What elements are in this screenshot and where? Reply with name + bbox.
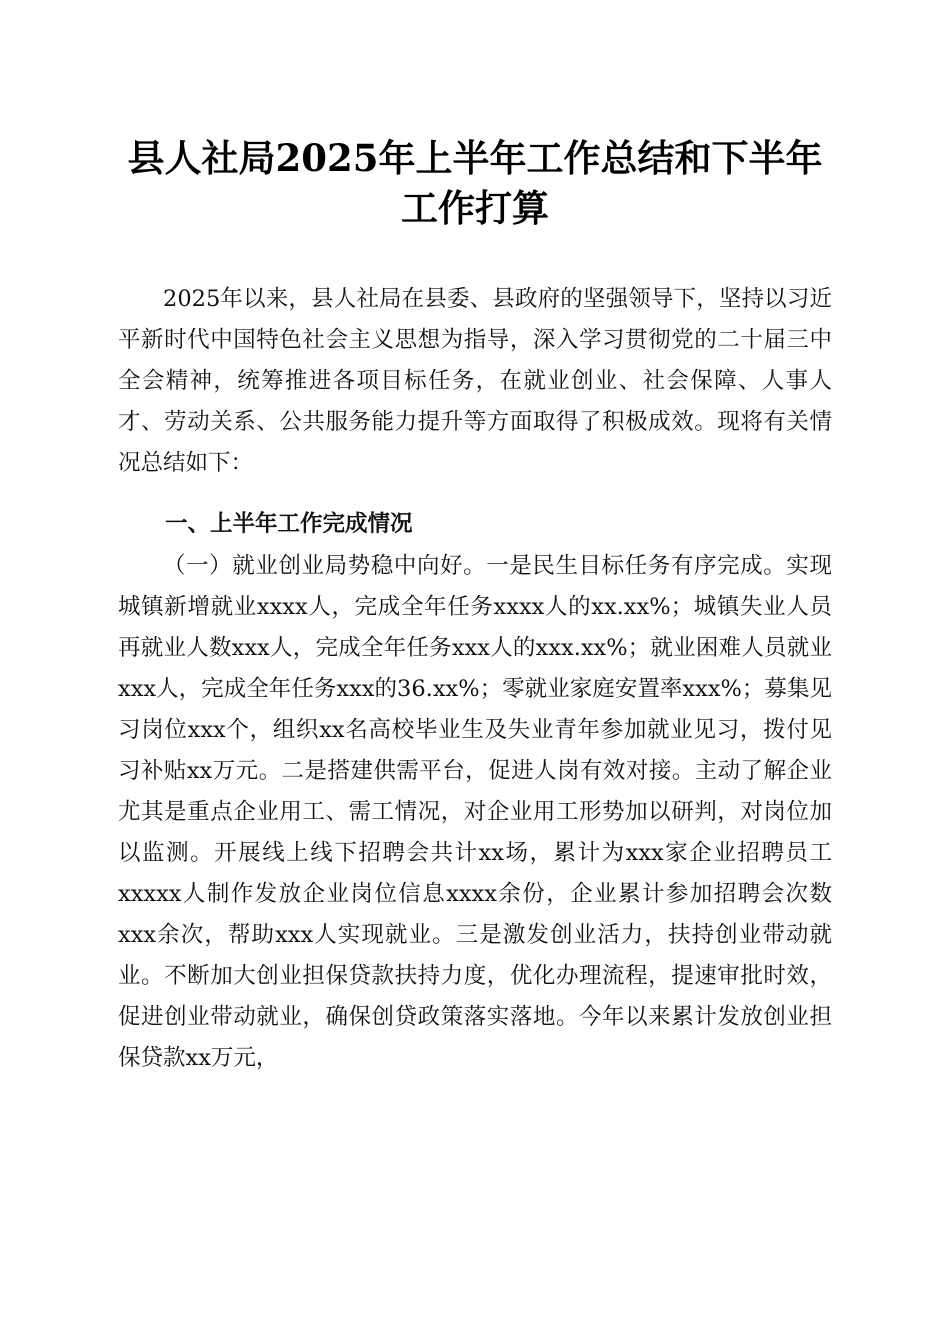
intro-paragraph: 2025年以来，县人社局在县委、县政府的坚强领导下，坚持以习近平新时代中国特色社会主义思想为指导，深入学习贯彻党的二十届三中全会精神，统筹推进各项目标任务，在就业创业、社会保障、人事人才、劳动关系、公共服务能力提升等方面取得了积极成效。现将有关情况总结如下：: [118, 286, 832, 476]
body-paragraph: （一）就业创业局势稳中向好。一是民生目标任务有序完成。实现城镇新增就业xxxx人，完成全年任务xxxx人的xx.xx%；城镇失业人员再就业人数xxx人，完成全年任务xxx人的xxx.xx%；就业困难人员就业xxx人，完成全年任务xxx的36.xx%；零就业家庭安置率xxx%；募集见习岗位xxx个，组织xx名高校毕业生及失业青年参加就业见习，拨付见习补贴xx万元。二是搭建供需平台，促进人岗有效对接。主动了解企业尤其是重点企业用工、需工情况，对企业用工形势加以研判，对岗位加以监测。开展线上线下招聘会共计xx场，累计为xxx家企业招聘员工xxxxx人制作发放企业岗位信息xxxx余份，企业累计参加招聘会次数xxx余次，帮助xxx人实现就业。三是激发创业活力，扶持创业带动就业。不断加大创业担保贷款扶持力度，优化办理流程，提速审批时效，促进创业带动就业，确保创贷政策落实落地。今年以来累计发放创业担保贷款xx万元，: [118, 553, 832, 1071]
section-heading: 一、上半年工作完成情况: [165, 511, 413, 537]
document-title: 县人社局2025年上半年工作总结和下半年工作打算: [127, 136, 823, 230]
